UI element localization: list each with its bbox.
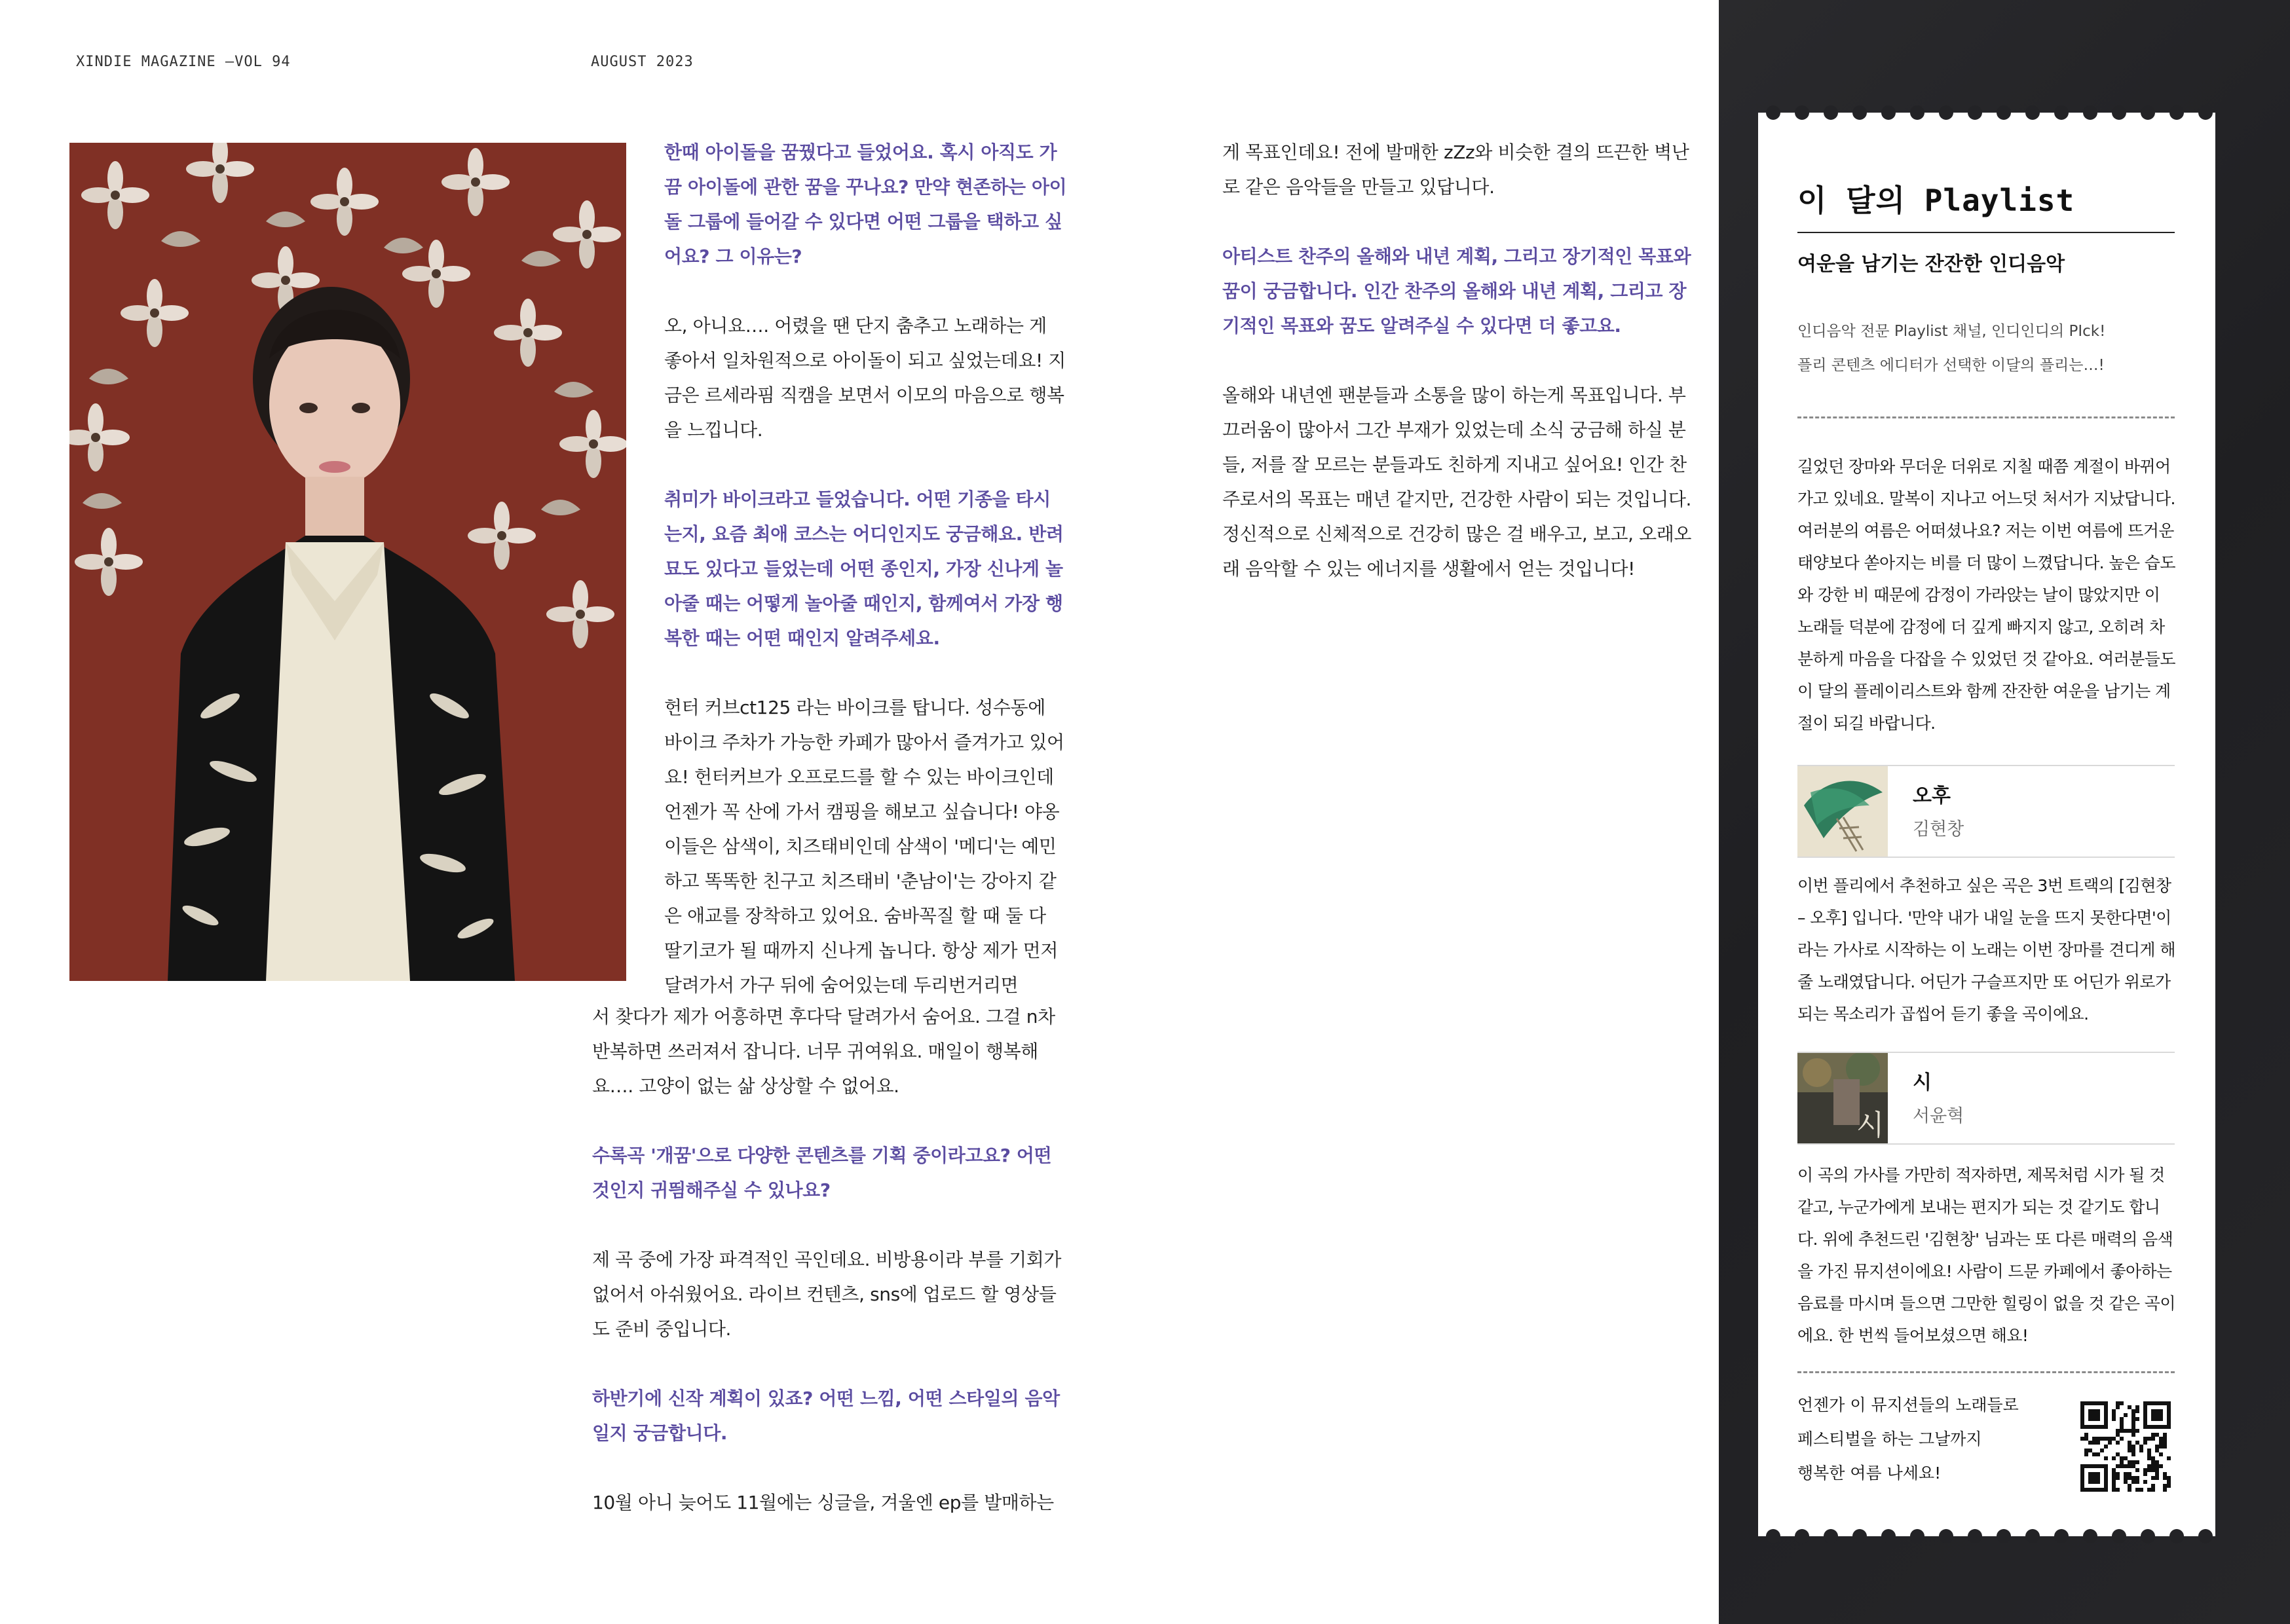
track-artist: 서윤혁 (1913, 1106, 1964, 1126)
interview-answer: 제 곡 중에 가장 파격적인 곡인데요. 비방용이라 부를 기회가 없어서 아쉬웠어요. 라이브 컨텐츠, sns에 업로드 할 영상들도 준비 중입니다. (592, 1249, 1062, 1340)
ticket-notch (1795, 1529, 1809, 1543)
playlist-body-text: 길었던 장마와 무더운 더위로 지칠 때쯤 계절이 바뀌어가고 있네요. 말복이 지나고 어느덧 처서가 지났답니다. 여러분의 여름은 어떠셨나요? 저는 이번 여름에 뜨거운 태양보다 쏟아지는 비를 더 많이 느꼈답니다. 높은 습도와 강한 비 때문에 감정이 가라앉는 날이 많았지만 이 노래들 덕분에 감정에 더 깊게 빠지지 않고, 오히려 차분하게 마음을 다잡을 수 있었던 것 같아요. 여러분들도 이 달의 플레이리스트와 함께 잔잔한 여운을 남기는 계절이 되길 바랍니다. (1797, 457, 2175, 733)
interview-answer: 헌터 커브ct125 라는 바이크를 탑니다. 성수동에 바이크 주차가 가능한 카페가 많아서 즐겨가고 있어요! 헌터커브가 오프로드를 할 수 있는 바이크인데 언젠가 꼭 산에 가서 캠핑을 해보고 싶습니다! 야옹이들은 삼색이, 치즈태비인데 삼색이 '메디'는 예민하고 똑똑한 친구고 치즈태비 '춘남이'는 강아지 같은 애교를 장착하고 있어요. 숨바꼭질 할 때 둘 다 딸기코가 될 때까지 신나게 놉니다. 항상 제가 먼저 달려가서 가구 뒤에 숨어있는데 두리번거리면 (664, 697, 1064, 996)
dashed-divider (1797, 416, 2175, 418)
interview-question: 수록곡 '개꿈'으로 다양한 콘텐츠를 기획 중이라고요? 어떤 것인지 귀띔해주실 수 있나요? (592, 1145, 1052, 1201)
interview-answer: 오, 아니요…. 어렸을 땐 단지 춤추고 노래하는 게 좋아서 일차원적으로 아이돌이 되고 싶었는데요! 지금은 르세라핌 직캠을 보면서 이모의 마음으로 행복을 느낍니다. (664, 315, 1066, 441)
interview-question: 한때 아이돌을 꿈꿨다고 들었어요. 혹시 아직도 가끔 아이돌에 관한 꿈을 꾸나요? 만약 현존하는 아이돌 그룹에 들어갈 수 있다면 어떤 그룹을 택하고 싶어요? 그 이유는? (664, 141, 1067, 267)
ticket-notch (1997, 1529, 2011, 1543)
ticket-notch (2112, 1529, 2126, 1543)
dashed-divider (1797, 1371, 2175, 1373)
ticket-notch (2169, 1529, 2184, 1543)
ticket-notch (1881, 1529, 1896, 1543)
ticket-notch (2169, 105, 2184, 120)
svg-text:시: 시 (1856, 1109, 1885, 1142)
interview-answer: 서 찾다가 제가 어흥하면 후다닥 달려가서 숨어요. 그걸 n차 반복하면 쓰러져서 잡니다. 너무 귀여워요. 매일이 행복해요…. 고양이 없는 삶 상상할 수 없어요. (592, 1006, 1055, 1097)
ticket-notch (1968, 105, 1982, 120)
playlist-intro: 인디음악 전문 Playlist 채널, 인디인디의 PIck! 플리 콘텐츠 에디터가 선택한 이달의 플리는…! (1797, 323, 2106, 374)
ticket-notch (2025, 1529, 2040, 1543)
track-divider (1797, 857, 2175, 858)
ticket-notch (1997, 105, 2011, 120)
ticket-notch (2083, 105, 2097, 120)
ticket-notch (1910, 1529, 1924, 1543)
ticket-notch (2112, 105, 2126, 120)
playlist-title: 이 달의 Playlist (1797, 183, 2075, 218)
ticket-notch (1968, 1529, 1982, 1543)
issue-date: AUGUST 2023 (591, 54, 694, 70)
album-cover-si (1797, 1053, 1888, 1143)
ticket-notch (2083, 1529, 2097, 1543)
ticket-notch (1824, 105, 1838, 120)
magazine-issue-label: XINDIE MAGAZINE —VOL 94 (76, 54, 291, 70)
interview-question: 하반기에 신작 계획이 있죠? 어떤 느낌, 어떤 스타일의 음악일지 궁금합니다. (592, 1388, 1060, 1444)
track-title: 시 (1913, 1071, 1932, 1094)
qr-code-icon[interactable] (2080, 1401, 2171, 1492)
artist-portrait-photo (69, 143, 626, 981)
article-column-left-continued (592, 999, 1067, 1520)
interview-question: 취미가 바이크라고 들었습니다. 어떤 기종을 타시는지, 요즘 최애 코스는 어디인지도 궁금해요. 반려묘도 있다고 들었는데 어떤 종인지, 가장 신나게 놀아줄 때는 어떻게 놀아줄 때인지, 함께여서 가장 행복한 때는 어떤 때인지 알려주세요. (664, 489, 1064, 649)
ticket-notch (2141, 105, 2155, 120)
ticket-notch (1852, 1529, 1867, 1543)
playlist-closing-text: 언젠가 이 뮤지션들의 노래들로 페스티벌을 하는 그날까지 행복한 여름 나세요! (1797, 1395, 2019, 1483)
article-column-right (1222, 135, 1700, 586)
ticket-notch (1939, 105, 1953, 120)
track-artist: 김현창 (1913, 819, 1964, 840)
ticket-notch (1766, 1529, 1780, 1543)
ticket-notch (2054, 1529, 2069, 1543)
ticket-notch (2198, 105, 2213, 120)
ticket-notch (1939, 1529, 1953, 1543)
ticket-notch (2054, 105, 2069, 120)
track-title: 오후 (1913, 784, 1951, 807)
interview-answer: 게 목표인데요! 전에 발매한 zZz와 비슷한 결의 뜨끈한 벽난로 같은 음악들을 만들고 있답니다. (1222, 141, 1689, 198)
ticket-notch (1910, 105, 1924, 120)
ticket-notch (2025, 105, 2040, 120)
article-column-left (664, 135, 1067, 1003)
ticket-notch (1852, 105, 1867, 120)
ticket-notch (2198, 1529, 2213, 1543)
ticket-notch (2141, 1529, 2155, 1543)
ticket-notch (1766, 105, 1780, 120)
interview-question: 아티스트 찬주의 올해와 내년 계획, 그리고 장기적인 목표와 꿈이 궁금합니다. 인간 찬주의 올해와 내년 계획, 그리고 장기적인 목표와 꿈도 알려주실 수 있다면 더 좋고요. (1222, 246, 1691, 337)
interview-answer: 10월 아니 늦어도 11월에는 싱글을, 겨울엔 ep를 발매하는 (592, 1492, 1054, 1513)
interview-answer: 올해와 내년엔 팬분들과 소통을 많이 하는게 목표입니다. 부끄러움이 많아서 그간 부재가 있었는데 소식 궁금해 하실 분들, 저를 잘 모르는 분들과도 친하게 지내고 싶어요! 인간 찬주로서의 목표는 매년 같지만, 건강한 사람이 되는 것입니다. 정신적으로 신체적으로 건강히 많은 걸 배우고, 보고, 오래오래 음악할 수 있는 에너지를 생활에서 얻는 것입니다! (1222, 384, 1692, 580)
ticket-notch (1824, 1529, 1838, 1543)
album-cover-ohu (1797, 766, 1888, 857)
title-divider (1797, 232, 2175, 233)
ticket-notch (1881, 105, 1896, 120)
track-description: 이 곡의 가사를 가만히 적자하면, 제목처럼 시가 될 것 같고, 누군가에게 보내는 편지가 되는 것 같기도 합니다. 위에 추천드린 '김현창' 님과는 또 다른 매력의 음색을 가진 뮤지션이에요! 사람이 드문 카페에서 좋아하는 음료를 마시며 들으면 그만한 힐링이 없을 것 같은 곡이에요. 한 번씩 들어보셨으면 해요! (1797, 1166, 2175, 1345)
track-description: 이번 플리에서 추천하고 싶은 곡은 3번 트랙의 [김현창 – 오후] 입니다. '만약 내가 내일 눈을 뜨지 못한다면'이라는 가사로 시작하는 이 노래는 이번 장마를 견디게 해줄 노래였답니다. 어딘가 구슬프지만 또 어딘가 위로가 되는 목소리가 곱씹어 듣기 좋을 곡이에요. (1797, 876, 2175, 1024)
track-divider (1797, 1143, 2175, 1145)
ticket-notch (1795, 105, 1809, 120)
playlist-subtitle: 여운을 남기는 잔잔한 인디음악 (1797, 253, 2065, 276)
